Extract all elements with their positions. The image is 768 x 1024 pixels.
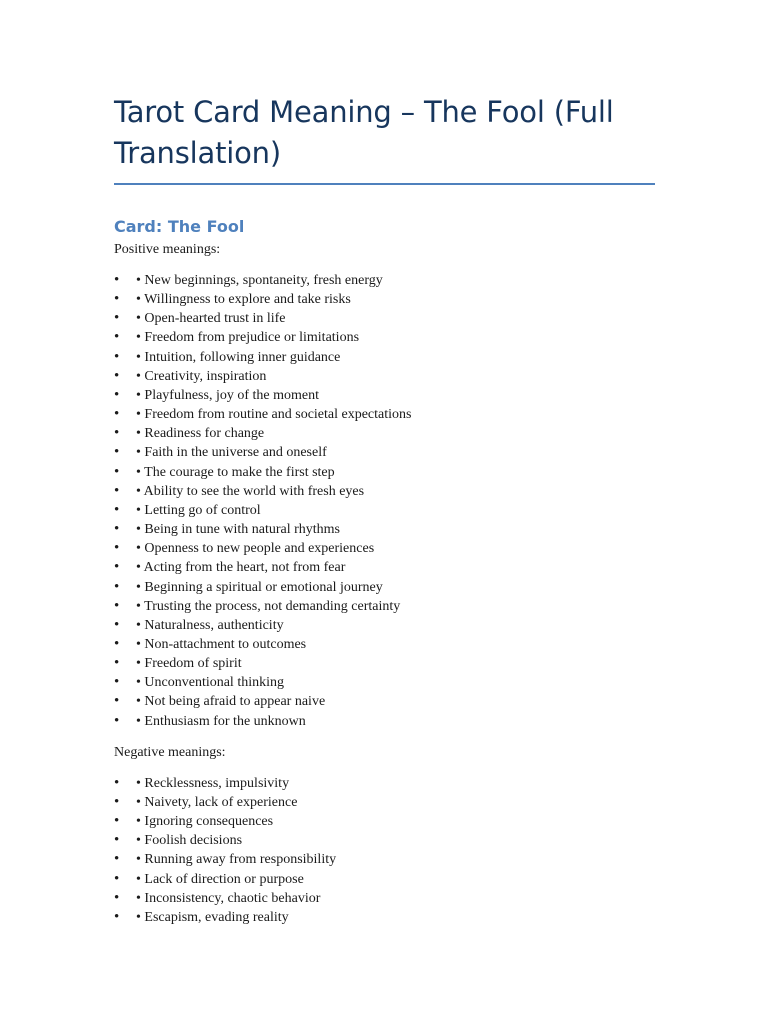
positive-item-text: • Trusting the process, not demanding certainty (136, 598, 401, 614)
positive-item-text: • Freedom of spirit (136, 656, 242, 672)
positive-item (114, 558, 655, 577)
bullet-icon: • (114, 578, 120, 595)
positive-item-text: • Creativity, inspiration (136, 368, 267, 384)
positive-item (114, 616, 655, 635)
bullet-icon: • (114, 272, 120, 288)
negative-meanings-label: Negative meanings: (114, 744, 226, 760)
positive-item-text: • Openness to new people and experiences (136, 541, 375, 557)
negative-item (114, 812, 655, 831)
positive-item-text: • Beginning a spiritual or emotional journey (136, 579, 383, 595)
negative-item (114, 908, 655, 927)
negative-item-text: • Ignoring consequences (136, 814, 274, 830)
bullet-icon: • (114, 425, 120, 442)
positive-item (114, 463, 655, 482)
positive-meanings-list (114, 271, 655, 731)
positive-item (114, 692, 655, 711)
bullet-icon: • (114, 386, 120, 403)
bullet-icon: • (114, 406, 120, 423)
positive-item-text: • Letting go of control (136, 502, 261, 518)
positive-item-text: • Willingness to explore and take risks (136, 292, 351, 308)
negative-meanings-list (114, 774, 655, 927)
negative-item-text: • Escapism, evading reality (136, 909, 289, 925)
positive-item (114, 673, 655, 692)
document-page (114, 92, 655, 927)
negative-item-text: • Naivety, lack of experience (136, 794, 298, 810)
bullet-icon: • (114, 889, 120, 906)
negative-item (114, 850, 655, 869)
bullet-icon: • (114, 616, 120, 633)
positive-item (114, 654, 655, 673)
positive-item-text: • Not being afraid to appear naive (136, 694, 326, 710)
bullet-icon: • (114, 793, 120, 810)
bullet-icon: • (114, 774, 120, 791)
positive-item-text: • Open-hearted trust in life (136, 311, 286, 327)
bullet-icon: • (114, 540, 120, 557)
positive-item (114, 482, 655, 501)
positive-item (114, 539, 655, 558)
positive-meanings-label: Positive meanings: (114, 242, 221, 257)
positive-item-text: • Freedom from prejudice or limitations (136, 330, 360, 346)
negative-item-text: • Inconsistency, chaotic behavior (136, 890, 321, 906)
bullet-icon: • (114, 870, 120, 887)
negative-item (114, 793, 655, 812)
positive-item-text: • Freedom from routine and societal expectations (136, 407, 412, 423)
positive-item-text: • Intuition, following inner guidance (136, 349, 341, 365)
positive-item-text: • Readiness for change (136, 426, 265, 442)
bullet-icon: • (114, 501, 120, 518)
bullet-icon: • (114, 712, 120, 729)
positive-item (114, 348, 655, 367)
negative-item (114, 774, 655, 793)
document-title: Tarot Card Meaning – The Fool (Full Translation) (114, 95, 614, 170)
bullet-icon: • (114, 310, 120, 327)
positive-item (114, 443, 655, 462)
positive-item (114, 501, 655, 520)
positive-item-text: • New beginnings, spontaneity, fresh energy (136, 273, 383, 288)
positive-item-text: • Playfulness, joy of the moment (136, 387, 319, 403)
negative-item (114, 889, 655, 908)
bullet-icon: • (114, 521, 120, 538)
negative-item (114, 870, 655, 889)
bullet-icon: • (114, 444, 120, 461)
positive-item-text: • Acting from the heart, not from fear (136, 560, 346, 576)
positive-item (114, 271, 655, 290)
bullet-icon: • (114, 908, 120, 925)
card-heading: Card: The Fool (114, 217, 245, 236)
positive-item-text: • The courage to make the first step (136, 464, 335, 480)
bullet-icon: • (114, 348, 120, 365)
positive-item (114, 597, 655, 616)
positive-item (114, 290, 655, 309)
title-divider (114, 183, 655, 185)
bullet-icon: • (114, 559, 120, 576)
bullet-icon: • (114, 832, 120, 849)
bullet-icon: • (114, 851, 120, 868)
negative-item-text: • Running away from responsibility (136, 852, 337, 868)
bullet-icon: • (114, 693, 120, 710)
bullet-icon: • (114, 813, 120, 830)
bullet-icon: • (114, 674, 120, 691)
positive-item-text: • Enthusiasm for the unknown (136, 713, 306, 729)
bullet-icon: • (114, 367, 120, 384)
positive-item (114, 578, 655, 597)
bullet-icon: • (114, 482, 120, 499)
negative-item-text: • Foolish decisions (136, 833, 243, 849)
negative-item (114, 831, 655, 850)
bullet-icon: • (114, 291, 120, 308)
positive-item (114, 405, 655, 424)
positive-item (114, 309, 655, 328)
positive-item-text: • Unconventional thinking (136, 675, 284, 691)
positive-item-text: • Non-attachment to outcomes (136, 636, 307, 652)
positive-item (114, 635, 655, 654)
negative-item-text: • Lack of direction or purpose (136, 871, 304, 887)
positive-item (114, 712, 655, 731)
bullet-icon: • (114, 329, 120, 346)
positive-item (114, 386, 655, 405)
positive-item (114, 520, 655, 539)
negative-item-text: • Recklessness, impulsivity (136, 775, 290, 791)
positive-item (114, 424, 655, 443)
positive-item-text: • Being in tune with natural rhythms (136, 522, 340, 538)
positive-item-text: • Faith in the universe and oneself (136, 445, 327, 461)
positive-item-text: • Ability to see the world with fresh eyes (136, 483, 365, 499)
positive-item (114, 328, 655, 347)
positive-item (114, 367, 655, 386)
bullet-icon: • (114, 463, 120, 480)
bullet-icon: • (114, 655, 120, 672)
bullet-icon: • (114, 635, 120, 652)
bullet-icon: • (114, 597, 120, 614)
positive-item-text: • Naturalness, authenticity (136, 617, 284, 633)
